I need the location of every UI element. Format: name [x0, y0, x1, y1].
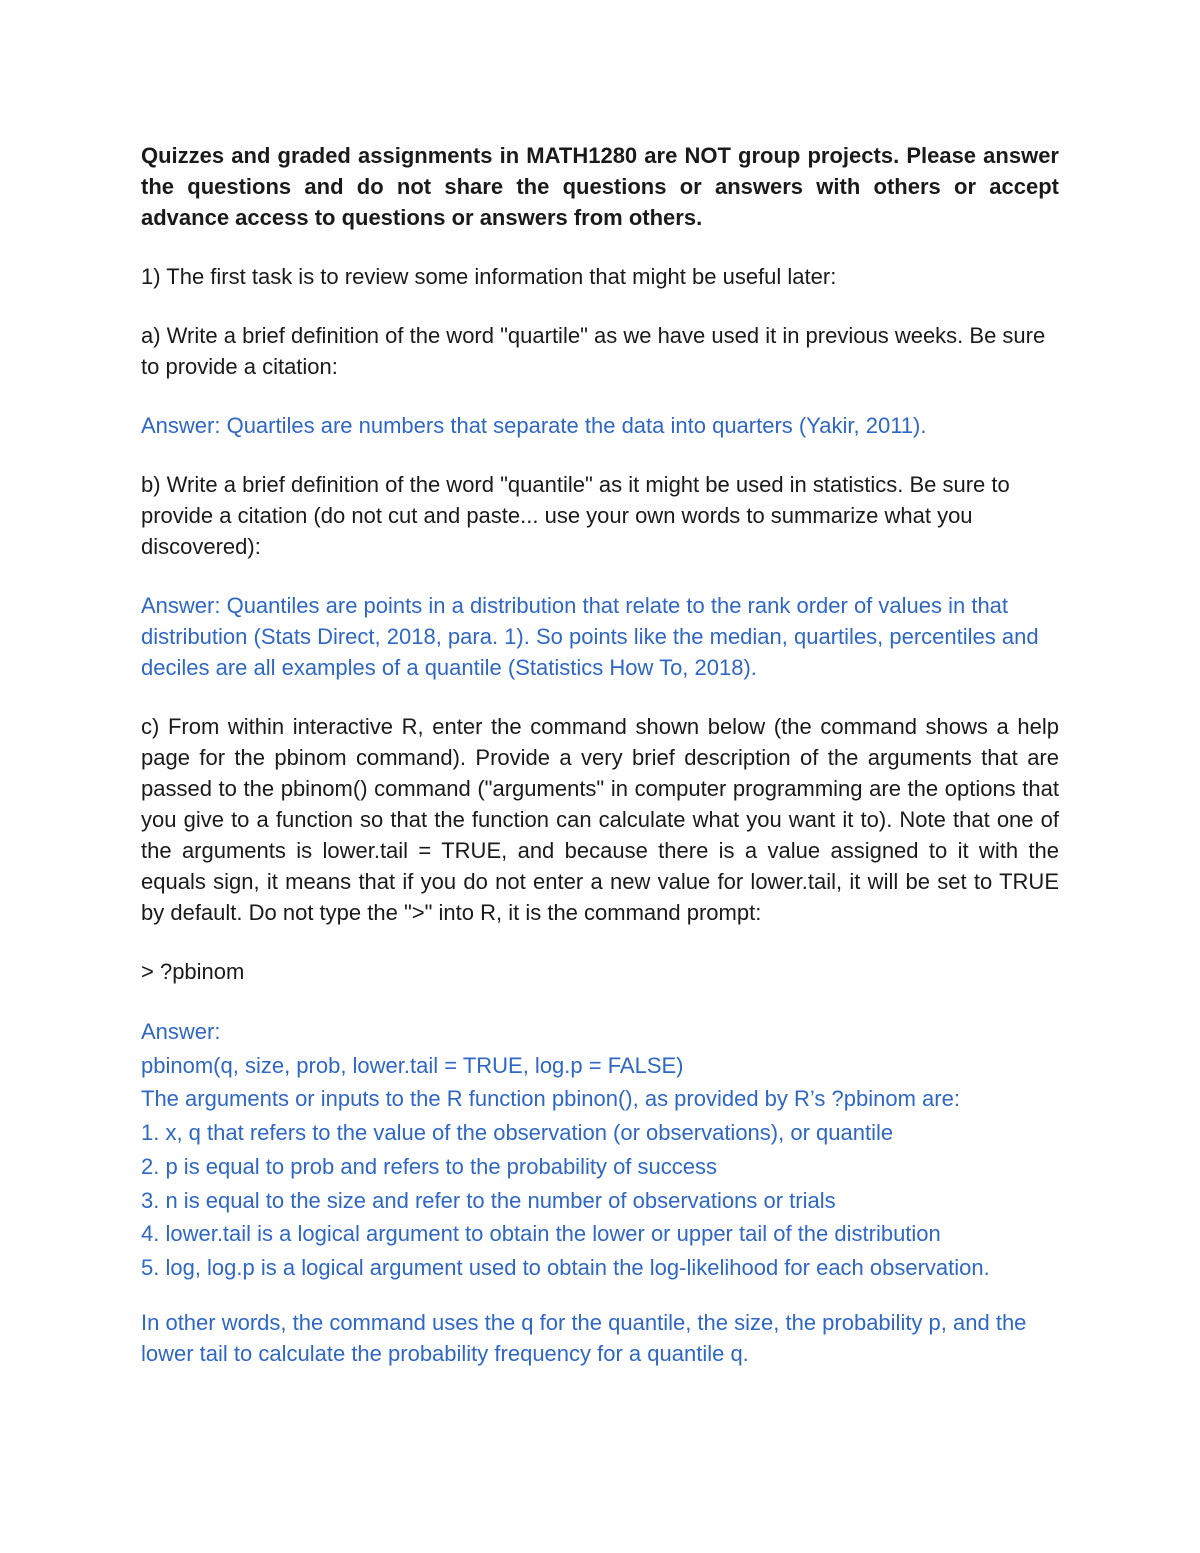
pbinom-signature: pbinom(q, size, prob, lower.tail = TRUE, log.p = FALSE)	[141, 1052, 684, 1078]
question-c: c) From within interactive R, enter the command shown below (the command shows a help page for the pbinom command). Provide a very brief description of the arguments that are passed to the pbinom() command ("arguments" in computer programming are the options that you give to a function so that the function can calculate what you want it to). Note that one of the arguments is lower.tail = TRUE, and because there is a value assigned to it with the equals sign, it means that if you do not enter a new value for lower.tail, it will be set to TRUE by default. Do not type the ">" into R, it is the command prompt:	[141, 714, 1059, 925]
argument-list-item: 5. log, log.p is a logical argument used to obtain the log-likelihood for each observation.	[141, 1254, 990, 1280]
arguments-intro: The arguments or inputs to the R function pbinon(), as provided by R’s ?pbinom are:	[141, 1086, 960, 1112]
argument-list-item: 1. x, q that refers to the value of the observation (or observations), or quantile	[141, 1120, 894, 1146]
argument-list-item: 2. p is equal to prob and refers to the probability of success	[141, 1153, 717, 1179]
question-b: b) Write a brief definition of the word "quantile" as it might be used in statistics. Be sure to provide a citation (do not cut and paste... use your own words to summarize what you discovered):	[141, 472, 1010, 559]
argument-list-item: 3. n is equal to the size and refer to the number of observations or trials	[141, 1187, 836, 1213]
answer-c-summary: In other words, the command uses the q for the quantile, the size, the probability p, and the lower tail to calculate the probability frequency for a quantile q.	[141, 1309, 1027, 1366]
document-page	[141, 140, 1059, 1397]
r-command-prompt: > ?pbinom	[141, 959, 245, 984]
answer-a: Answer: Quartiles are numbers that separate the data into quarters (Yakir, 2011).	[141, 413, 927, 438]
answer-b: Answer: Quantiles are points in a distribution that relate to the rank order of values in that distribution (Stats Direct, 2018, para. 1). So points like the median, quartiles, percentiles and deciles are all examples of a quantile (Statistics How To, 2018).	[141, 593, 1039, 680]
argument-list-item: 4. lower.tail is a logical argument to obtain the lower or upper tail of the distribution	[141, 1221, 941, 1247]
answer-c-label: Answer:	[141, 1019, 221, 1044]
question-a: a) Write a brief definition of the word "quartile" as we have used it in previous weeks. Be sure to provide a citation:	[141, 323, 1046, 379]
academic-integrity-notice: Quizzes and graded assignments in MATH1280 are NOT group projects. Please answer the questions and do not share the questions or answers with others or accept advance access to questions or answers from others.	[141, 143, 1059, 230]
answer-c-block	[141, 1015, 1059, 1285]
task-1-heading: 1) The first task is to review some information that might be useful later:	[141, 264, 837, 289]
